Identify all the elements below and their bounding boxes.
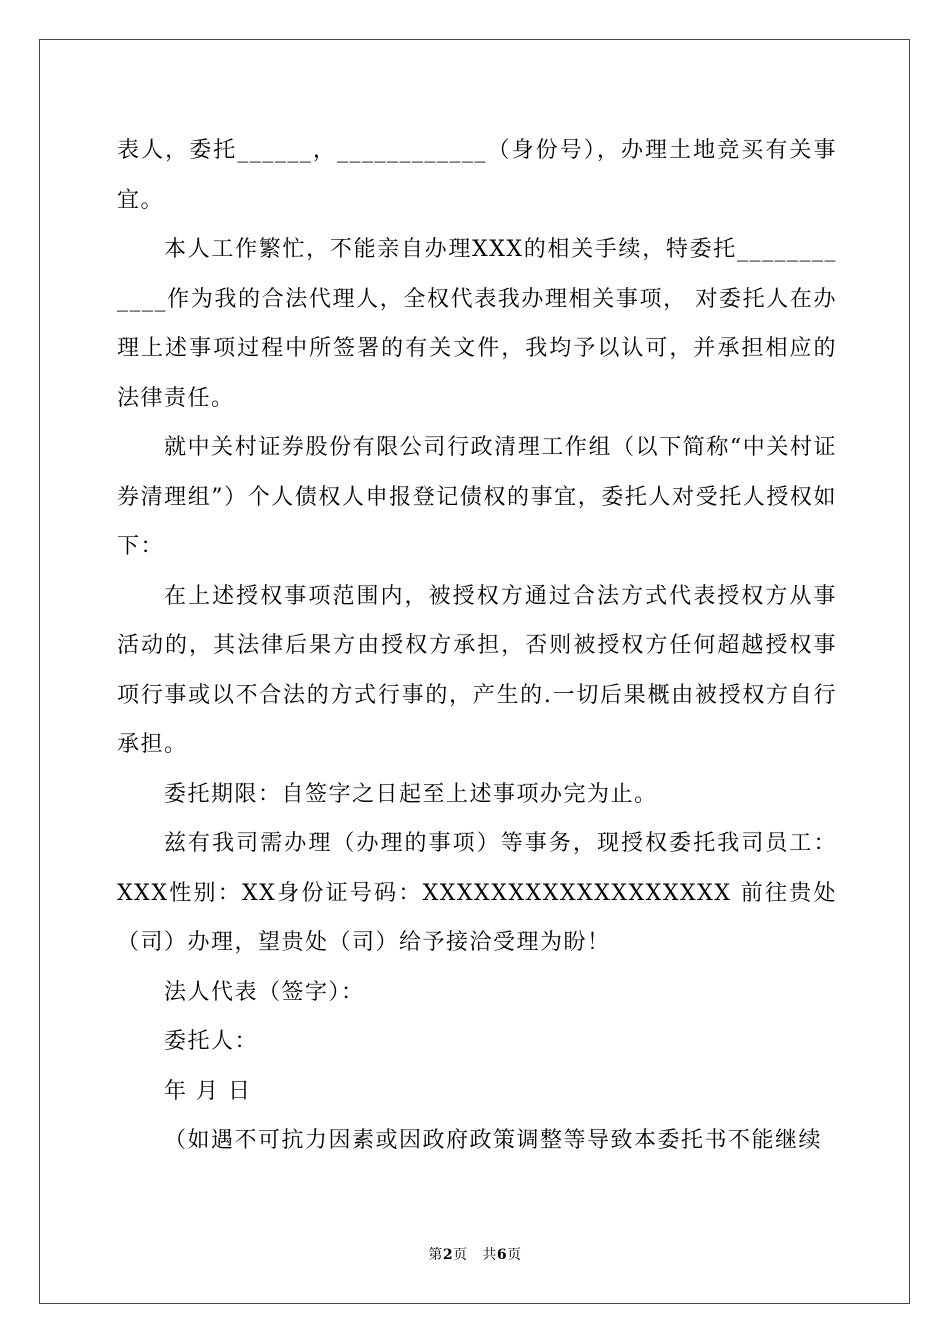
page-number: 2 <box>442 1247 454 1263</box>
total-prefix: 共 <box>482 1247 497 1263</box>
document-body <box>117 126 837 1166</box>
paragraph-7-signature-legal-rep: 法人代表（签字）： <box>164 979 365 1005</box>
paragraph-3: 就中关村证券股份有限公司行政清理工作组（以下简称“中关村证券清理组”）个人债权人申报登记债权的事宜，委托人对受托人授权如下： <box>117 435 837 559</box>
paragraph-6: 兹有我司需办理（办理的事项）等事务，现授权委托我司员工：XXX性别：XX身份证号码：XXXXXXXXXXXXXXXXXX 前往贵处（司）办理，望贵处（司）给予接洽受理为盼！ <box>117 831 837 955</box>
paragraph-2: 本人工作繁忙，不能亲自办理XXX的相关手续，特委托____________作为我的合法代理人，全权代表我办理相关事项， 对委托人在办理上述事项过程中所签署的有关文件，我均予以认可，并承担相应的法律责任。 <box>117 237 837 411</box>
paragraph-8-signature-principal: 委托人： <box>164 1029 259 1054</box>
paragraph-9-date: 年 月 日 <box>164 1078 252 1104</box>
paragraph-4: 在上述授权事项范围内，被授权方通过合法方式代表授权方从事活动的，其法律后果方由授权方承担，否则被授权方任何超越授权事项行事或以不合法的方式行事的，产生的.一切后果概由被授权方自行承担。 <box>117 583 837 757</box>
paragraph-1: 表人，委托______，____________（身份号），办理土地竞买有关事宜。 <box>117 138 837 213</box>
page-footer <box>0 1244 950 1264</box>
paragraph-5: 委托期限：自签字之日起至上述事项办完为止。 <box>164 781 658 807</box>
paragraph-10: （如遇不可抗力因素或因政府政策调整等导致本委托书不能继续 <box>164 1128 823 1153</box>
total-suffix: 页 <box>507 1247 522 1263</box>
total-pages: 6 <box>496 1247 508 1263</box>
page-prefix: 第 <box>428 1247 443 1263</box>
page-suffix: 页 <box>453 1247 468 1263</box>
